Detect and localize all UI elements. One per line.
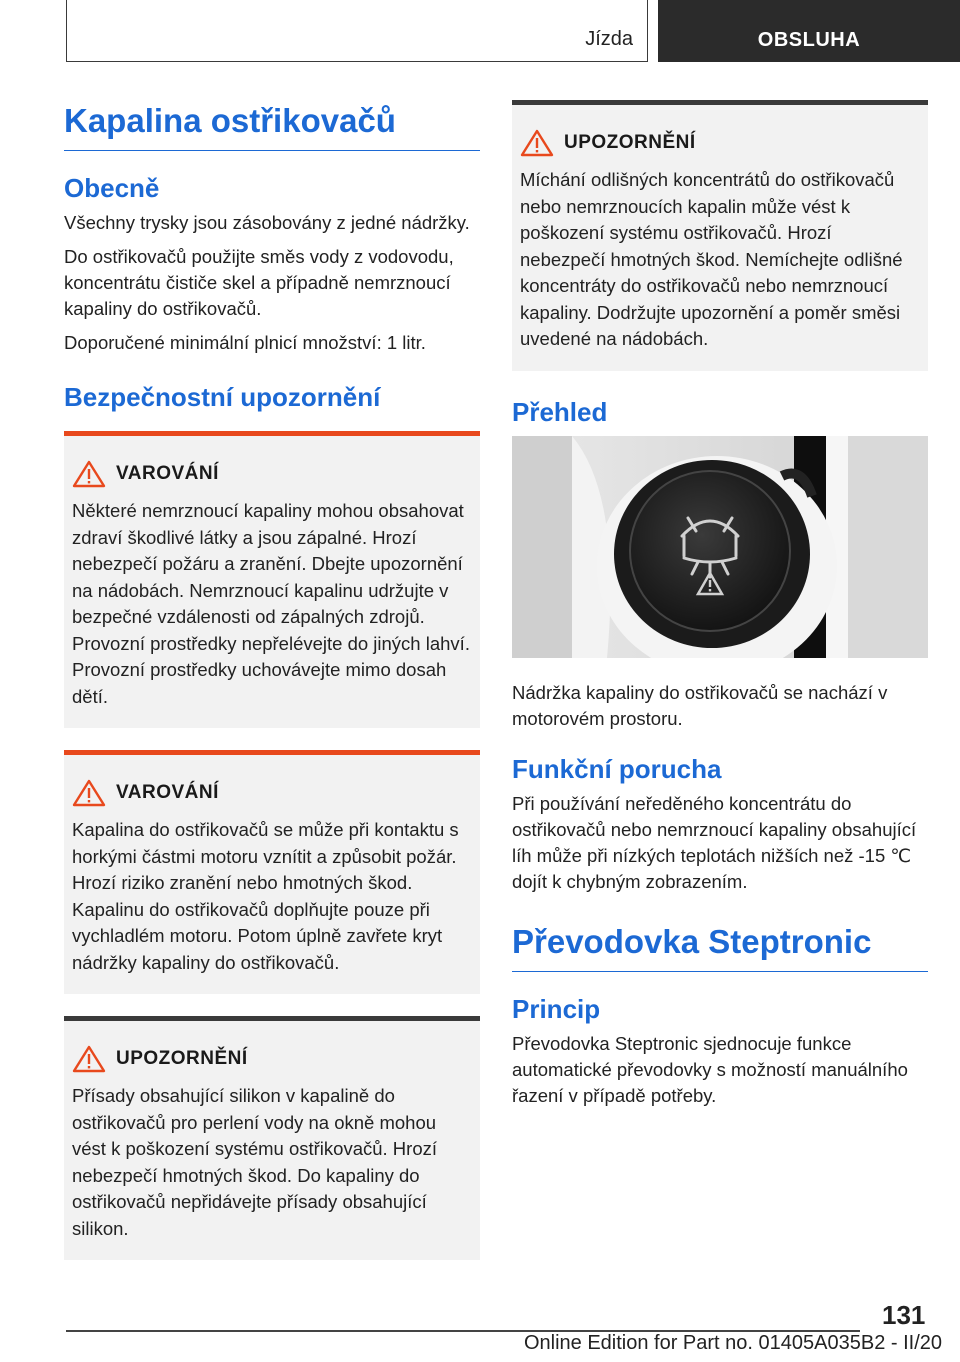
warning-title-2: VAROVÁNÍ: [116, 782, 219, 804]
warning-title-1: VAROVÁNÍ: [116, 463, 219, 485]
page-title: Kapalina ostřikovačů: [64, 96, 480, 151]
notice-title-3: UPOZORNĚNÍ: [116, 1048, 248, 1070]
notice-text-3: Přísady obsahující silikon v kapalině do ostřikovačů pro perlení vody na okně mohou vést k poškození systému ostřikovačů. Hrozí nebezpečí hmotných škod. Do kapaliny do ostřikovačů nepřidávejte přísady obsahující silikon.: [72, 1085, 437, 1239]
overview-caption: Nádržka kapaliny do ostřikovačů se nachází v motorovém prostoru.: [512, 681, 888, 729]
warning-box-2: [64, 750, 480, 994]
left-column: [64, 96, 480, 1260]
general-paragraph-3: Doporučené minimální plnicí množství: 1 litr.: [64, 332, 426, 354]
notice-box-3: [64, 1016, 480, 1260]
right-column: [512, 100, 928, 1117]
header-section-tab: [66, 0, 648, 62]
general-paragraph-2: Do ostřikovačů použijte směs vody z vodovodu, koncentrátu čističe skel a případně nemrznoucí kapaliny do ostřikovačů.: [64, 246, 454, 320]
notice-title-4: UPOZORNĚNÍ: [564, 132, 696, 153]
principle-text: Převodovka Steptronic sjednocuje funkce automatické převodovky s možností manuálního řazení v případě potřeby.: [512, 1033, 908, 1106]
header-chapter-tab: [658, 0, 960, 62]
warning-triangle-icon: [72, 460, 106, 488]
warning-box-1: [64, 431, 480, 728]
notice-triangle-icon: [520, 129, 554, 157]
header-section-label: Jízda: [585, 28, 633, 50]
general-paragraph-1: Všechny trysky jsou zásobovány z jedné nádržky.: [64, 212, 470, 234]
warning-text-2: Kapalina do ostřikovačů se může při kontaktu s horkými částmi motoru vznítit a způsobit požár. Hrozí riziko zranění nebo hmotných škod. Kapalinu do ostřikovačů doplňujte pouze při vychladlém motoru. Potom úplně zavřete kryt nádržky kapaliny do ostřikovačů.: [72, 819, 459, 973]
notice-box-4: [512, 100, 928, 371]
principle-heading: Princip: [512, 993, 601, 1024]
page-number: 131: [882, 1300, 926, 1330]
fault-heading: Funkční porucha: [512, 753, 722, 784]
warning-text-1: Některé nemrznoucí kapaliny mohou obsahovat zdraví škodlivé látky a jsou zápalné. Hrozí nebezpečí požáru a zranění. Dbejte upozornění na nádobách. Nemrznoucí kapalinu udržujte v bezpečné vzdálenosti od zápalných zdrojů. Provozní prostředky nepřelévejte do jiných lahví. Provozní prostředky uchovávejte mimo dosah dětí.: [72, 500, 470, 707]
washer-fluid-reservoir-photo: [512, 436, 928, 658]
warning-triangle-icon: [72, 779, 106, 807]
steptronic-title: Převodovka Steptronic: [512, 917, 928, 972]
footer-edition: Online Edition for Part no. 01405A035B2 - II/20: [523, 1332, 942, 1354]
safety-heading: Bezpečnostní upozornění: [64, 382, 381, 413]
general-heading: Obecně: [64, 172, 160, 203]
overview-heading: Přehled: [512, 396, 608, 427]
fault-text: Při používání neředěného koncentrátu do ostřikovačů nebo nemrznoucí kapaliny obsahující líh může při nízkých teplotách nižších než -15 ℃ dojít k chybným zobrazením.: [512, 792, 917, 892]
notice-text-4: Míchání odlišných koncentrátů do ostřikovačů nebo nemrznoucích kapalin může vést k poškození systému ostřikovačů. Hrozí nebezpečí hmotných škod. Nemíchejte odlišné koncentráty do ostřikovačů nebo nemrznoucí kapaliny. Dodržujte upozornění a poměr směsi uvedené na nádobách.: [520, 169, 903, 349]
notice-triangle-icon: [72, 1045, 106, 1073]
header-chapter-label: OBSLUHA: [757, 28, 861, 51]
